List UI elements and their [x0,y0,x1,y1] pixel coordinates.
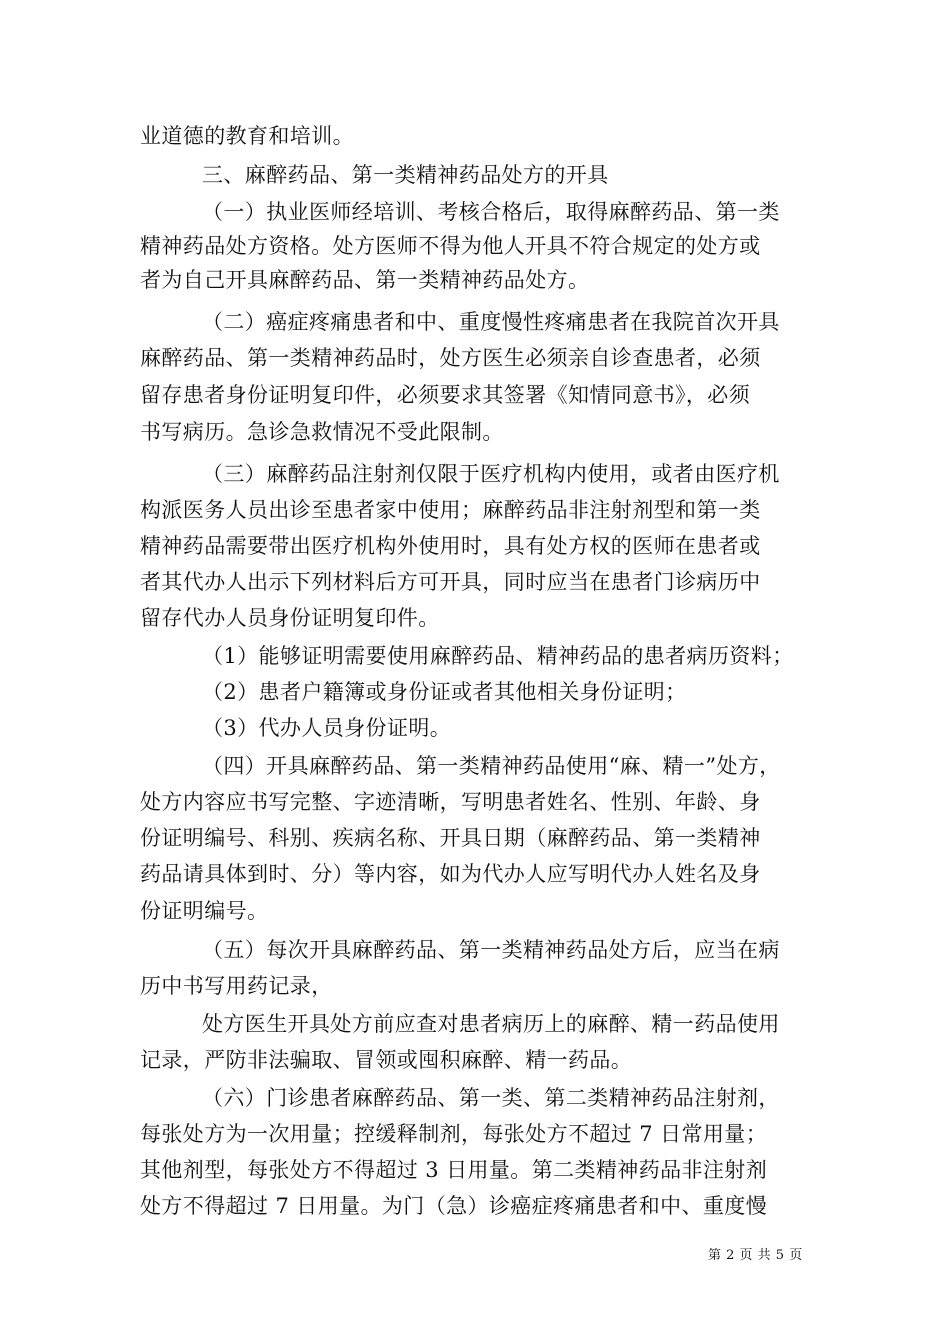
text-line: 其他剂型，每张处方不得超过 3 日用量。第二类精神药品非注射剂 [140,1158,768,1182]
text-line: 处方内容应书写完整、字迹清晰，写明患者姓名、性别、年龄、身 [140,790,761,814]
text-line: 构派医务人员出诊至患者家中使用；麻醉药品非注射剂型和第一类 [140,498,761,522]
text-line: （3）代办人员身份证明。 [202,716,452,740]
text-line: （1）能够证明需要使用麻醉药品、精神药品的患者病历资料； [202,644,794,668]
text-line: （一）执业医师经培训、考核合格后，取得麻醉药品、第一类 [202,200,780,224]
text-line: 记录，严防非法骗取、冒领或囤积麻醉、精一药品。 [140,1048,633,1072]
text-line: （四）开具麻醉药品、第一类精神药品使用“麻、精一”处方， [202,754,781,778]
text-line: 精神药品需要带出医疗机构外使用时，具有处方权的医师在患者或 [140,534,761,558]
text-line: 药品请具体到时、分）等内容，如为代办人应写明代办人姓名及身 [140,862,761,886]
text-line: 处方不得超过 7 日用量。为门（急）诊癌症疼痛患者和中、重度慢 [140,1194,768,1218]
text-line: （五）每次开具麻醉药品、第一类精神药品处方后，应当在病 [202,938,780,962]
text-line: 份证明编号、科别、疾病名称、开具日期（麻醉药品、第一类精神 [140,826,761,850]
text-line: 者其代办人出示下列材料后方可开具，同时应当在患者门诊病历中 [140,570,761,594]
text-line: 业道德的教育和培训。 [140,124,354,148]
text-line: 麻醉药品、第一类精神药品时，处方医生必须亲自诊查患者，必须 [140,346,761,370]
text-line: 留存代办人员身份证明复印件。 [140,606,440,630]
text-line: 者为自己开具麻醉药品、第一类精神药品处方。 [140,268,590,292]
section-heading: 三、麻醉药品、第一类精神药品处方的开具 [202,163,609,187]
text-line: 每张处方为一次用量；控缓释制剂，每张处方不超过 7 日常用量； [140,1122,768,1146]
text-line: 书写病历。急诊急救情况不受此限制。 [140,420,504,444]
text-line: （二）癌症疼痛患者和中、重度慢性疼痛患者在我院首次开具 [202,310,780,334]
text-line: 历中书写用药记录， [140,974,333,998]
text-line: （三）麻醉药品注射剂仅限于医疗机构内使用，或者由医疗机 [202,462,780,486]
text-line: （六）门诊患者麻醉药品、第一类、第二类精神药品注射剂， [202,1086,780,1110]
text-line: 留存患者身份证明复印件，必须要求其签署《知情同意书》，必须 [140,383,751,407]
text-line: 处方医生开具处方前应查对患者病历上的麻醉、精一药品使用 [202,1012,780,1036]
page-number: 第 2 页 共 5 页 [708,1248,803,1263]
text-line: 精神药品处方资格。处方医师不得为他人开具不符合规定的处方或 [140,234,761,258]
text-line: 份证明编号。 [140,899,269,923]
text-line: （2）患者户籍簿或身份证或者其他相关身份证明； [202,680,687,704]
